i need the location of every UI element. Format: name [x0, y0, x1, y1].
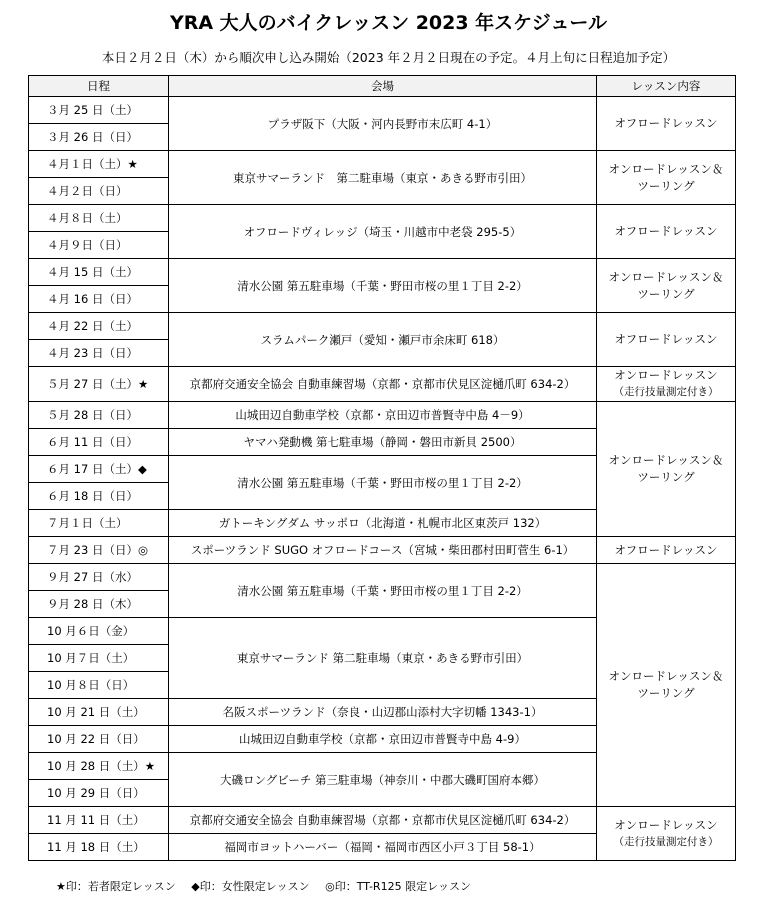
- venue-cell: 清水公園 第五駐車場（千葉・野田市桜の里１丁目 2-2）: [169, 564, 597, 618]
- legend-footnote: [56, 878, 483, 894]
- date-cell: ４月８日（土）: [29, 205, 169, 232]
- table-row: [29, 151, 736, 178]
- date-cell: 11 月 18 日（土）: [29, 834, 169, 861]
- venue-cell: 名阪スポーツランド（奈良・山辺郡山添村大字切幡 1343-1）: [169, 699, 597, 726]
- venue-cell: プラザ阪下（大阪・河内長野市末広町 4-1）: [169, 97, 597, 151]
- lesson-line: オフロードレッスン: [614, 542, 718, 557]
- table-row: [29, 537, 736, 564]
- venue-cell: スラムパーク瀬戸（愛知・瀬戸市余床町 618）: [169, 313, 597, 367]
- lesson-line: ツーリング: [637, 286, 695, 301]
- header-date: 日程: [29, 76, 169, 97]
- lesson-cell: [597, 259, 736, 313]
- lesson-line: オンロードレッスン＆: [608, 669, 724, 683]
- page-title: YRA 大人のバイクレッスン 2023 年スケジュール: [169, 12, 608, 34]
- lesson-line: （走行技量測定付き）: [613, 835, 719, 848]
- legend-diamond: ◆印：女性限定レッスン: [191, 880, 310, 893]
- lesson-line: オンロードレッスン＆: [608, 453, 724, 467]
- table-row: [29, 205, 736, 232]
- date-cell: ４月 23 日（日）: [29, 340, 169, 367]
- venue-cell: 清水公園 第五駐車場（千葉・野田市桜の里１丁目 2-2）: [169, 259, 597, 313]
- date-cell: ６月 11 日（日）: [29, 429, 169, 456]
- date-cell: 10 月７日（土）: [29, 645, 169, 672]
- lesson-cell: [597, 564, 736, 807]
- lesson-cell: [597, 97, 736, 151]
- date-cell: ４月２日（日）: [29, 178, 169, 205]
- date-cell: 10 月 22 日（日）: [29, 726, 169, 753]
- lesson-cell: [597, 367, 736, 402]
- venue-cell: 京都府交通安全協会 自動車練習場（京都・京都市伏見区淀樋爪町 634-2）: [169, 367, 597, 402]
- lesson-line: オフロードレッスン: [614, 224, 718, 238]
- lesson-line: オンロードレッスン＆: [608, 269, 724, 284]
- lesson-line: オンロードレッスン: [614, 817, 718, 832]
- venue-cell: 山城田辺自動車学校（京都・京田辺市普賢寺中島 4－9）: [169, 402, 597, 429]
- legend-circle: ◎印：TT-R125 限定レッスン: [325, 880, 471, 893]
- venue-cell: スポーツランド SUGO オフロードコース（宮城・柴田郡村田町菅生 6-1）: [169, 537, 597, 564]
- date-cell: ３月 26 日（日）: [29, 124, 169, 151]
- date-cell: 11 月 11 日（土）: [29, 807, 169, 834]
- date-cell: 10 月８日（日）: [29, 672, 169, 699]
- table-row: [29, 564, 736, 591]
- date-cell: ４月 15 日（土）: [29, 259, 169, 286]
- date-cell: ７月１日（土）: [29, 510, 169, 537]
- table-header-row: [29, 76, 736, 97]
- lesson-cell: [597, 151, 736, 205]
- venue-cell: 京都府交通安全協会 自動車練習場（京都・京都市伏見区淀樋爪町 634-2）: [169, 807, 597, 834]
- date-cell: 10 月 28 日（土）★: [29, 753, 169, 780]
- header-venue: 会場: [169, 76, 597, 97]
- date-cell: 10 月 29 日（日）: [29, 780, 169, 807]
- date-cell: ４月 16 日（日）: [29, 286, 169, 313]
- date-cell: 10 月６日（金）: [29, 618, 169, 645]
- venue-cell: ヤマハ発動機 第七駐車場（静岡・磐田市新貝 2500）: [169, 429, 597, 456]
- date-cell: ４月１日（土）★: [29, 151, 169, 178]
- lesson-line: オンロードレッスン: [614, 368, 718, 382]
- lesson-line: オフロードレッスン: [614, 332, 718, 346]
- lesson-cell: [597, 537, 736, 564]
- venue-cell: 大磯ロングビーチ 第三駐車場（神奈川・中郡大磯町国府本郷）: [169, 753, 597, 807]
- date-cell: ５月 28 日（日）: [29, 402, 169, 429]
- table-row: [29, 313, 736, 340]
- venue-cell: 東京サマーランド 第二駐車場（東京・あきる野市引田）: [169, 618, 597, 699]
- date-cell: 10 月 21 日（土）: [29, 699, 169, 726]
- date-cell: ９月 28 日（木）: [29, 591, 169, 618]
- venue-cell: 山城田辺自動車学校（京都・京田辺市普賢寺中島 4-9）: [169, 726, 597, 753]
- table-row: [29, 807, 736, 834]
- lesson-cell: [597, 807, 736, 861]
- schedule-table: [28, 75, 736, 861]
- lesson-line: ツーリング: [637, 470, 695, 484]
- date-cell: ５月 27 日（土）★: [29, 367, 169, 402]
- venue-cell: 清水公園 第五駐車場（千葉・野田市桜の里１丁目 2-2）: [169, 456, 597, 510]
- table-row: [29, 97, 736, 124]
- date-cell: ３月 25 日（土）: [29, 97, 169, 124]
- lesson-line: オフロードレッスン: [614, 116, 718, 130]
- lesson-line: （走行技量測定付き）: [613, 386, 719, 398]
- lesson-cell: [597, 313, 736, 367]
- lesson-cell: [597, 205, 736, 259]
- table-row: [29, 402, 736, 429]
- lesson-cell: [597, 402, 736, 537]
- date-cell: ４月９日（日）: [29, 232, 169, 259]
- lesson-line: ツーリング: [637, 686, 695, 700]
- date-cell: ９月 27 日（水）: [29, 564, 169, 591]
- date-cell: ６月 17 日（土）◆: [29, 456, 169, 483]
- page-subtitle: 本日２月２日（木）から順次申し込み開始（2023 年２月２日現在の予定。４月上旬に日程追加予定）: [101, 50, 676, 65]
- date-cell: ７月 23 日（日）◎: [29, 537, 169, 564]
- legend-star: ★印：若者限定レッスン: [56, 880, 176, 893]
- venue-cell: オフロードヴィレッジ（埼玉・川越市中老袋 295-5）: [169, 205, 597, 259]
- header-lesson: レッスン内容: [597, 76, 736, 97]
- date-cell: ６月 18 日（日）: [29, 483, 169, 510]
- table-row: [29, 259, 736, 286]
- lesson-line: オンロードレッスン＆: [608, 161, 724, 176]
- table-row: [29, 367, 736, 402]
- venue-cell: 福岡市ヨットハーバー（福岡・福岡市西区小戸３丁目 58-1）: [169, 834, 597, 861]
- date-cell: ４月 22 日（土）: [29, 313, 169, 340]
- venue-cell: 東京サマーランド 第二駐車場（東京・あきる野市引田）: [169, 151, 597, 205]
- venue-cell: ガトーキングダム サッポロ（北海道・札幌市北区東茨戸 132）: [169, 510, 597, 537]
- lesson-line: ツーリング: [637, 178, 695, 193]
